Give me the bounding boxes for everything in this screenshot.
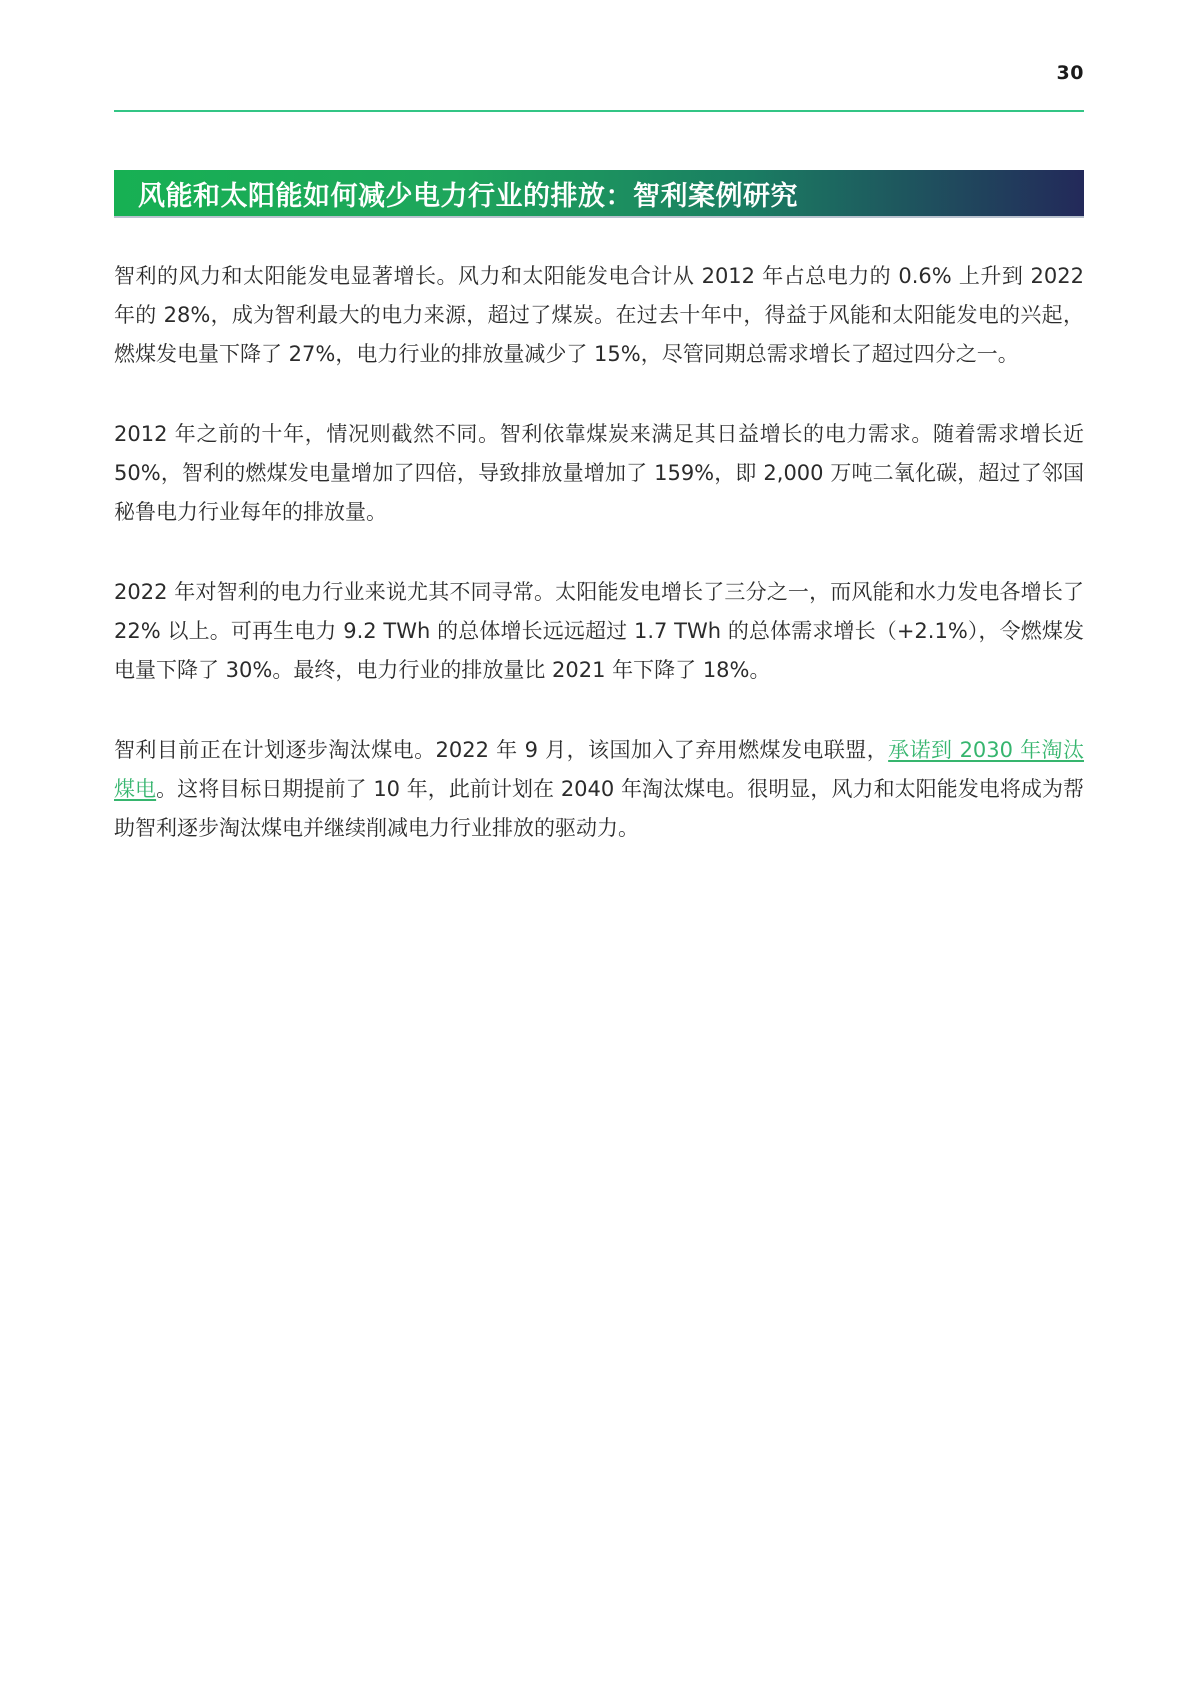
- paragraph-coal-phaseout: [114, 731, 1084, 848]
- header-divider: [114, 110, 1084, 112]
- paragraph-pre-2012: 2012 年之前的十年，情况则截然不同。智利依靠煤炭来满足其日益增长的电力需求。随着需求增长近 50%，智利的燃煤发电量增加了四倍，导致排放量增加了 159%，即 2,000 万吨二氧化碳，超过了邻国秘鲁电力行业每年的排放量。: [114, 422, 1084, 524]
- paragraph-2022: 2022 年对智利的电力行业来说尤其不同寻常。太阳能发电增长了三分之一，而风能和水力发电各增长了 22% 以上。可再生电力 9.2 TWh 的总体增长远远超过 1.7 TWh 的总体需求增长（+2.1%），令燃煤发电量下降了 30%。最终，电力行业的排放量比 2021 年下降了 18%。: [114, 580, 1084, 682]
- section-header-banner: [114, 170, 1084, 218]
- page-number: 30: [1056, 62, 1084, 84]
- section-title: 风能和太阳能如何减少电力行业的排放：智利案例研究: [138, 180, 798, 212]
- paragraph-coal-phaseout-tail: 。这将目标日期提前了 10 年，此前计划在 2040 年淘汰煤电。很明显，风力和太阳能发电将成为帮助智利逐步淘汰煤电并继续削减电力行业排放的驱动力。: [114, 777, 1085, 840]
- coal-phaseout-link[interactable]: 承诺到 2030 年淘汰煤电: [114, 738, 1084, 801]
- paragraph-growth: 智利的风力和太阳能发电显著增长。风力和太阳能发电合计从 2012 年占总电力的 0.6% 上升到 2022 年的 28%，成为智利最大的电力来源，超过了煤炭。在过去十年中，得益于风能和太阳能发电的兴起，燃煤发电量下降了 27%，电力行业的排放量减少了 15%，尽管同期总需求增长了超过四分之一。: [114, 264, 1084, 366]
- paragraph-coal-phaseout-lead: 智利目前正在计划逐步淘汰煤电。2022 年 9 月，该国加入了弃用燃煤发电联盟，: [114, 738, 889, 762]
- article-body: [114, 257, 1084, 889]
